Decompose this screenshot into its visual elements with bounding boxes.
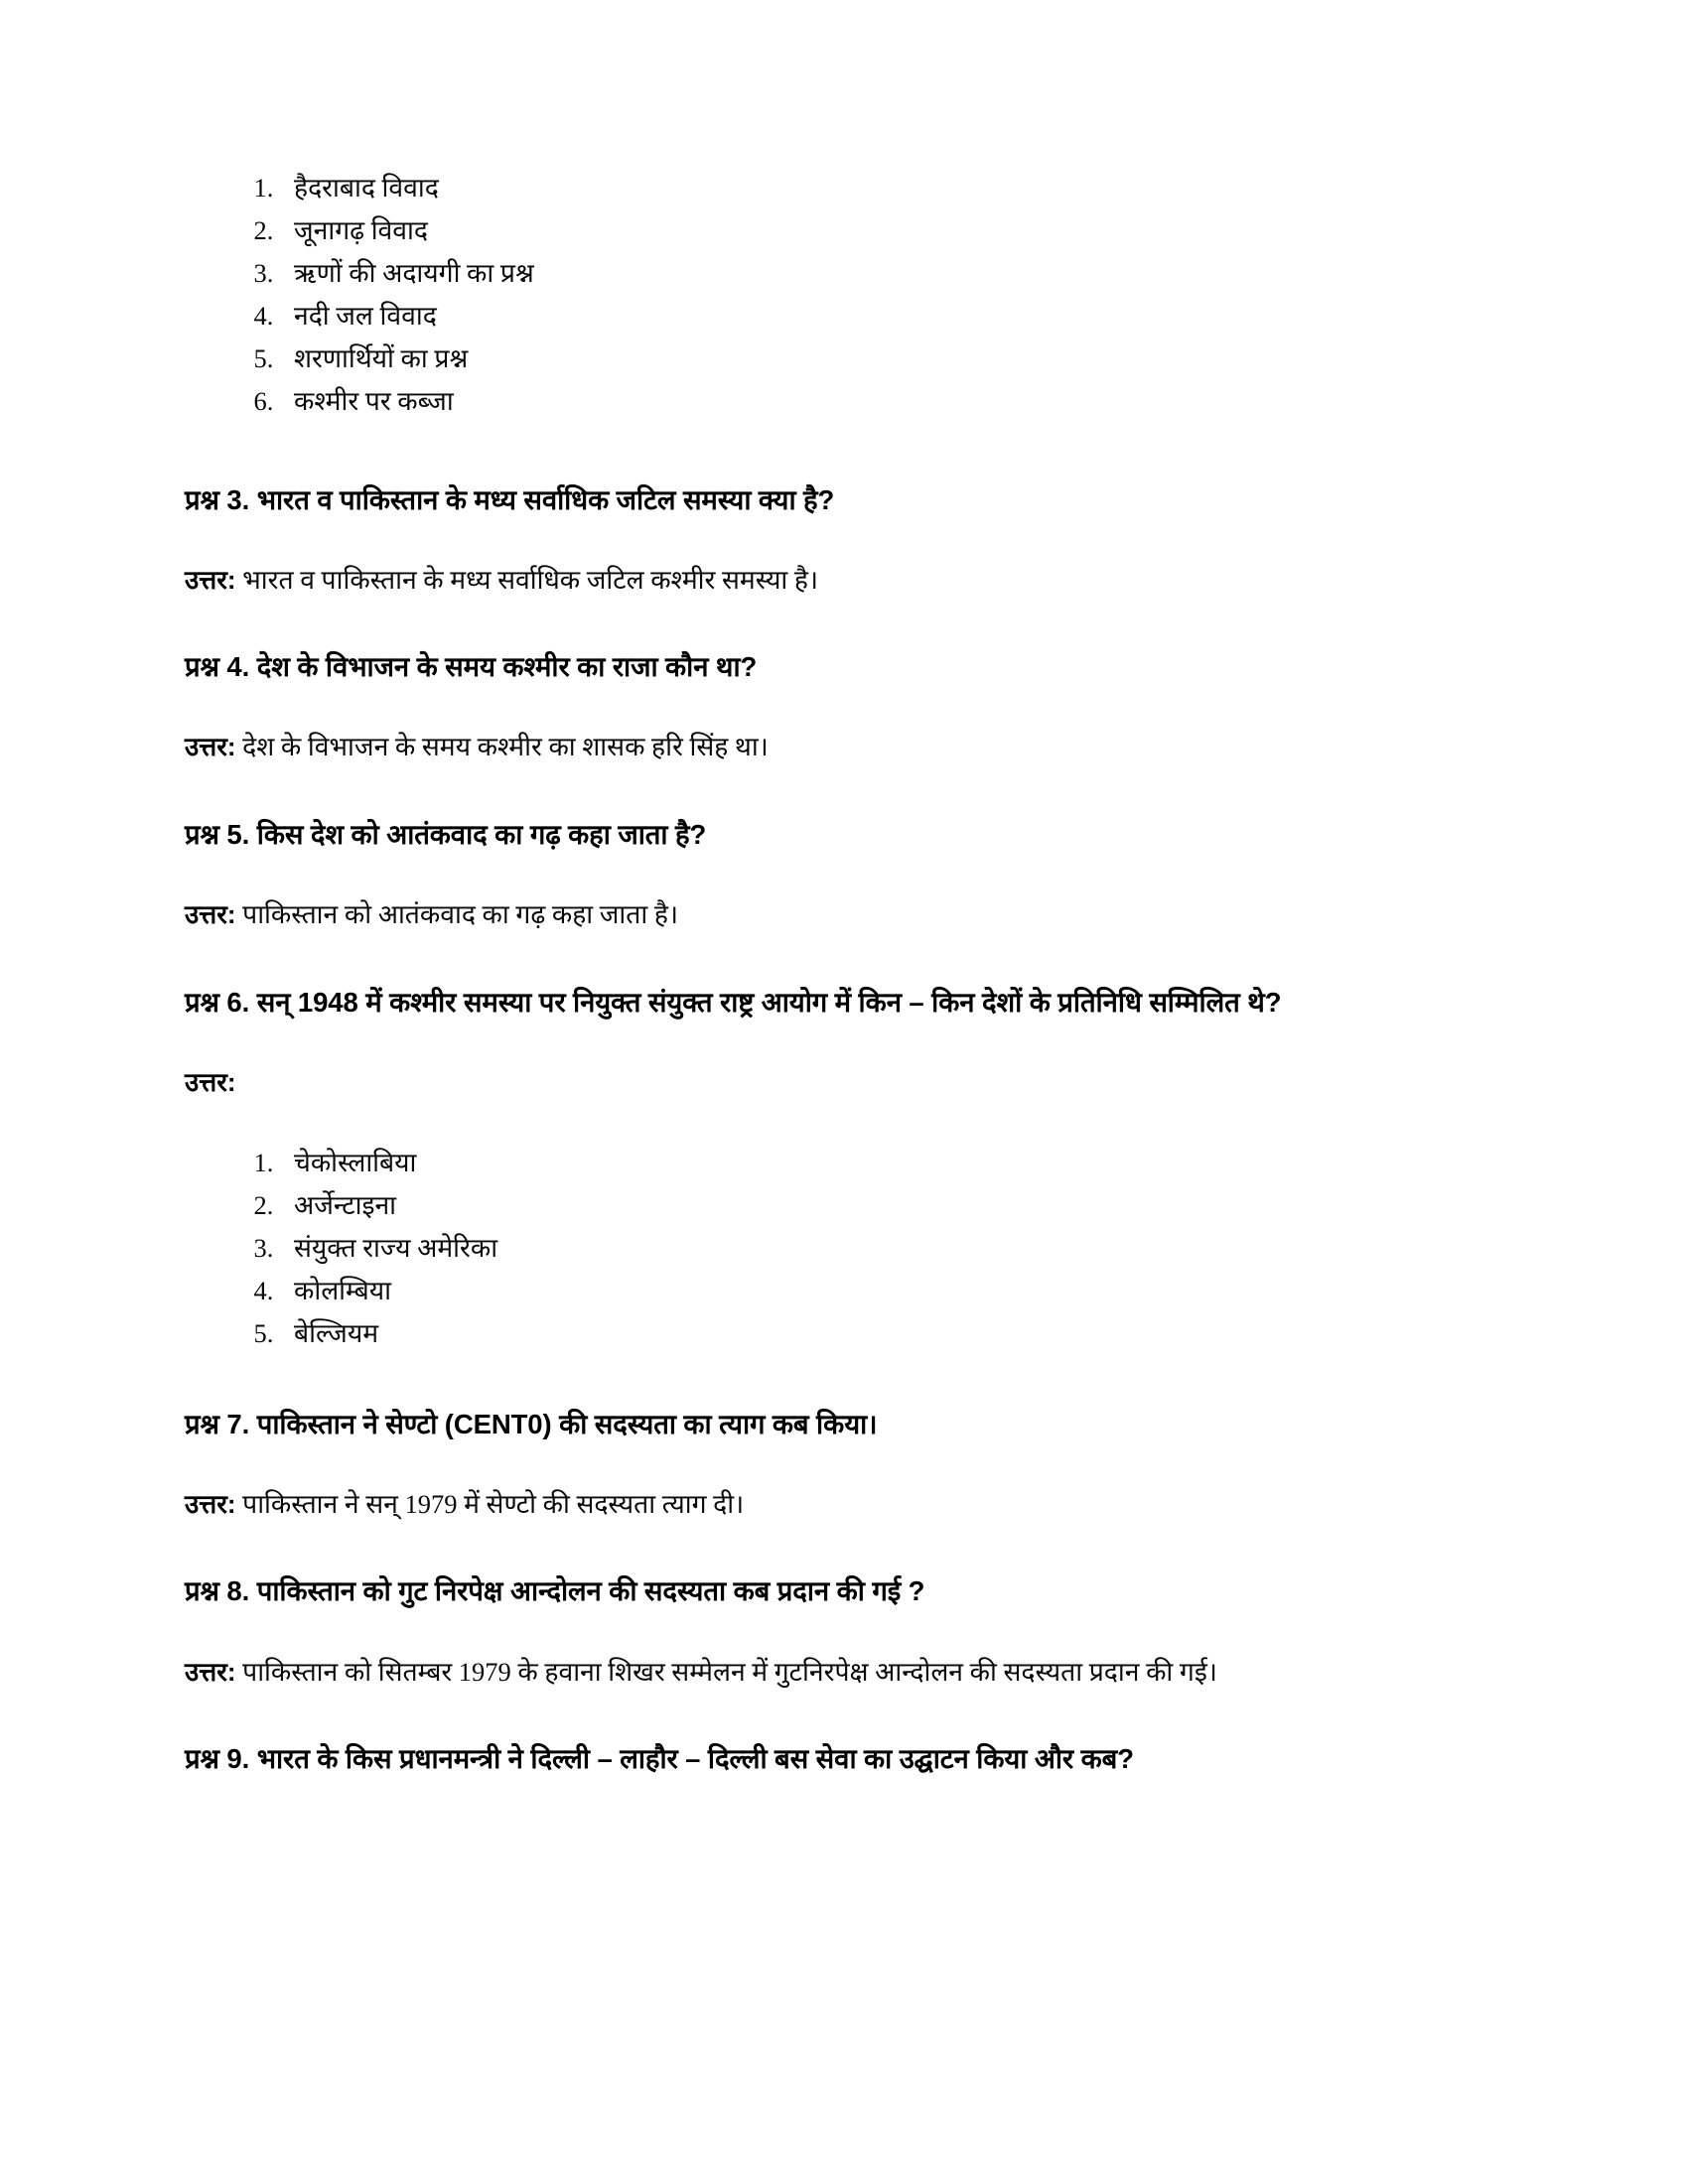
answer-label: उत्तर: (185, 1656, 236, 1687)
spacer (185, 520, 1489, 560)
answer-label: उत्तर: (185, 898, 236, 929)
un-commission-countries-list (185, 1142, 1489, 1355)
answer-text: पाकिस्तान ने सन् 1979 में सेण्टो की सदस्यता त्याग दी। (235, 1488, 745, 1519)
spacer (185, 1692, 1489, 1739)
answer-paragraph-q7 (185, 1484, 1489, 1525)
question-heading-q4: प्रश्न 4. देश के विभाजन के समय कश्मीर का राजा कौन था? (185, 651, 758, 683)
list-item: 2. अर्जेन्टाइना (280, 1184, 1489, 1227)
answer-paragraph-q6 (185, 1062, 1489, 1103)
spacer (185, 1023, 1489, 1062)
list-item: 1. हैदराबाद विवाद (280, 167, 1489, 209)
answer-text: पाकिस्तान को आतंकवाद का गढ़ कहा जाता है। (235, 898, 679, 929)
spacer (185, 1444, 1489, 1484)
answer-label: उत्तर: (185, 1488, 236, 1519)
spacer (185, 767, 1489, 815)
answer-paragraph-q5 (185, 894, 1489, 935)
answer-label: उत्तर: (185, 732, 236, 762)
question-heading-q7: प्रश्न 7. पाकिस्तान ने सेण्टो (CENT0) की सदस्यता का त्याग कब किया। (185, 1408, 878, 1439)
list-item: 1. चेकोस्लाबिया (280, 1142, 1489, 1184)
question-heading-q6: प्रश्न 6. सन् 1948 में कश्मीर समस्या पर नियुक्त संयुक्त राष्ट्र आयोग में किन – किन देशों के प्रतिनिधि सम्मिलित थे? (185, 986, 1282, 1018)
question-heading-q5: प्रश्न 5. किस देश को आतंकवाद का गढ़ कहा जाता है? (185, 818, 707, 850)
spacer (185, 855, 1489, 894)
spacer (185, 1612, 1489, 1652)
answer-paragraph-q4 (185, 727, 1489, 767)
answer-label: उत्तर: (185, 564, 236, 595)
spacer (185, 687, 1489, 727)
answer-paragraph-q8 (185, 1652, 1489, 1693)
list-item: 4. नदी जल विवाद (280, 295, 1489, 338)
list-item: 5. बेल्जियम (280, 1312, 1489, 1355)
question-heading-q8: प्रश्न 8. पाकिस्तान को गुट निरपेक्ष आन्दोलन की सदस्यता कब प्रदान की गई ? (185, 1575, 925, 1607)
spacer (185, 1524, 1489, 1571)
spacer (185, 1102, 1489, 1142)
spacer (185, 935, 1489, 983)
list-item: 3. संयुक्त राज्य अमेरिका (280, 1227, 1489, 1270)
spacer (185, 1355, 1489, 1405)
answer-label: उत्तर: (185, 1066, 236, 1097)
list-item: 5. शरणार्थियों का प्रश्न (280, 338, 1489, 380)
list-item: 3. ऋणों की अदायगी का प्रश्न (280, 252, 1489, 295)
question-heading-q3: प्रश्न 3. भारत व पाकिस्तान के मध्य सर्वाधिक जटिल समस्या क्या है? (185, 483, 835, 515)
answer-text: पाकिस्तान को सितम्बर 1979 के हवाना शिखर सम्मेलन में गुटनिरपेक्ष आन्दोलन की सदस्यता प्रदान की गई। (235, 1656, 1217, 1687)
spacer (185, 423, 1489, 480)
spacer (185, 600, 1489, 647)
answer-text: भारत व पाकिस्तान के मध्य सर्वाधिक जटिल कश्मीर समस्या है। (235, 564, 819, 595)
list-item: 2. जूनागढ़ विवाद (280, 209, 1489, 252)
list-item: 6. कश्मीर पर कब्जा (280, 380, 1489, 423)
question-heading-q9: प्रश्न 9. भारत के किस प्रधानमन्त्री ने दिल्ली – लाहौर – दिल्ली बस सेवा का उद्घाटन किया और कब? (185, 1743, 1134, 1775)
disputes-list (185, 167, 1489, 423)
answer-paragraph-q3 (185, 560, 1489, 601)
answer-text: देश के विभाजन के समय कश्मीर का शासक हरि सिंह था। (235, 732, 769, 762)
list-item: 4. कोलम्बिया (280, 1270, 1489, 1312)
